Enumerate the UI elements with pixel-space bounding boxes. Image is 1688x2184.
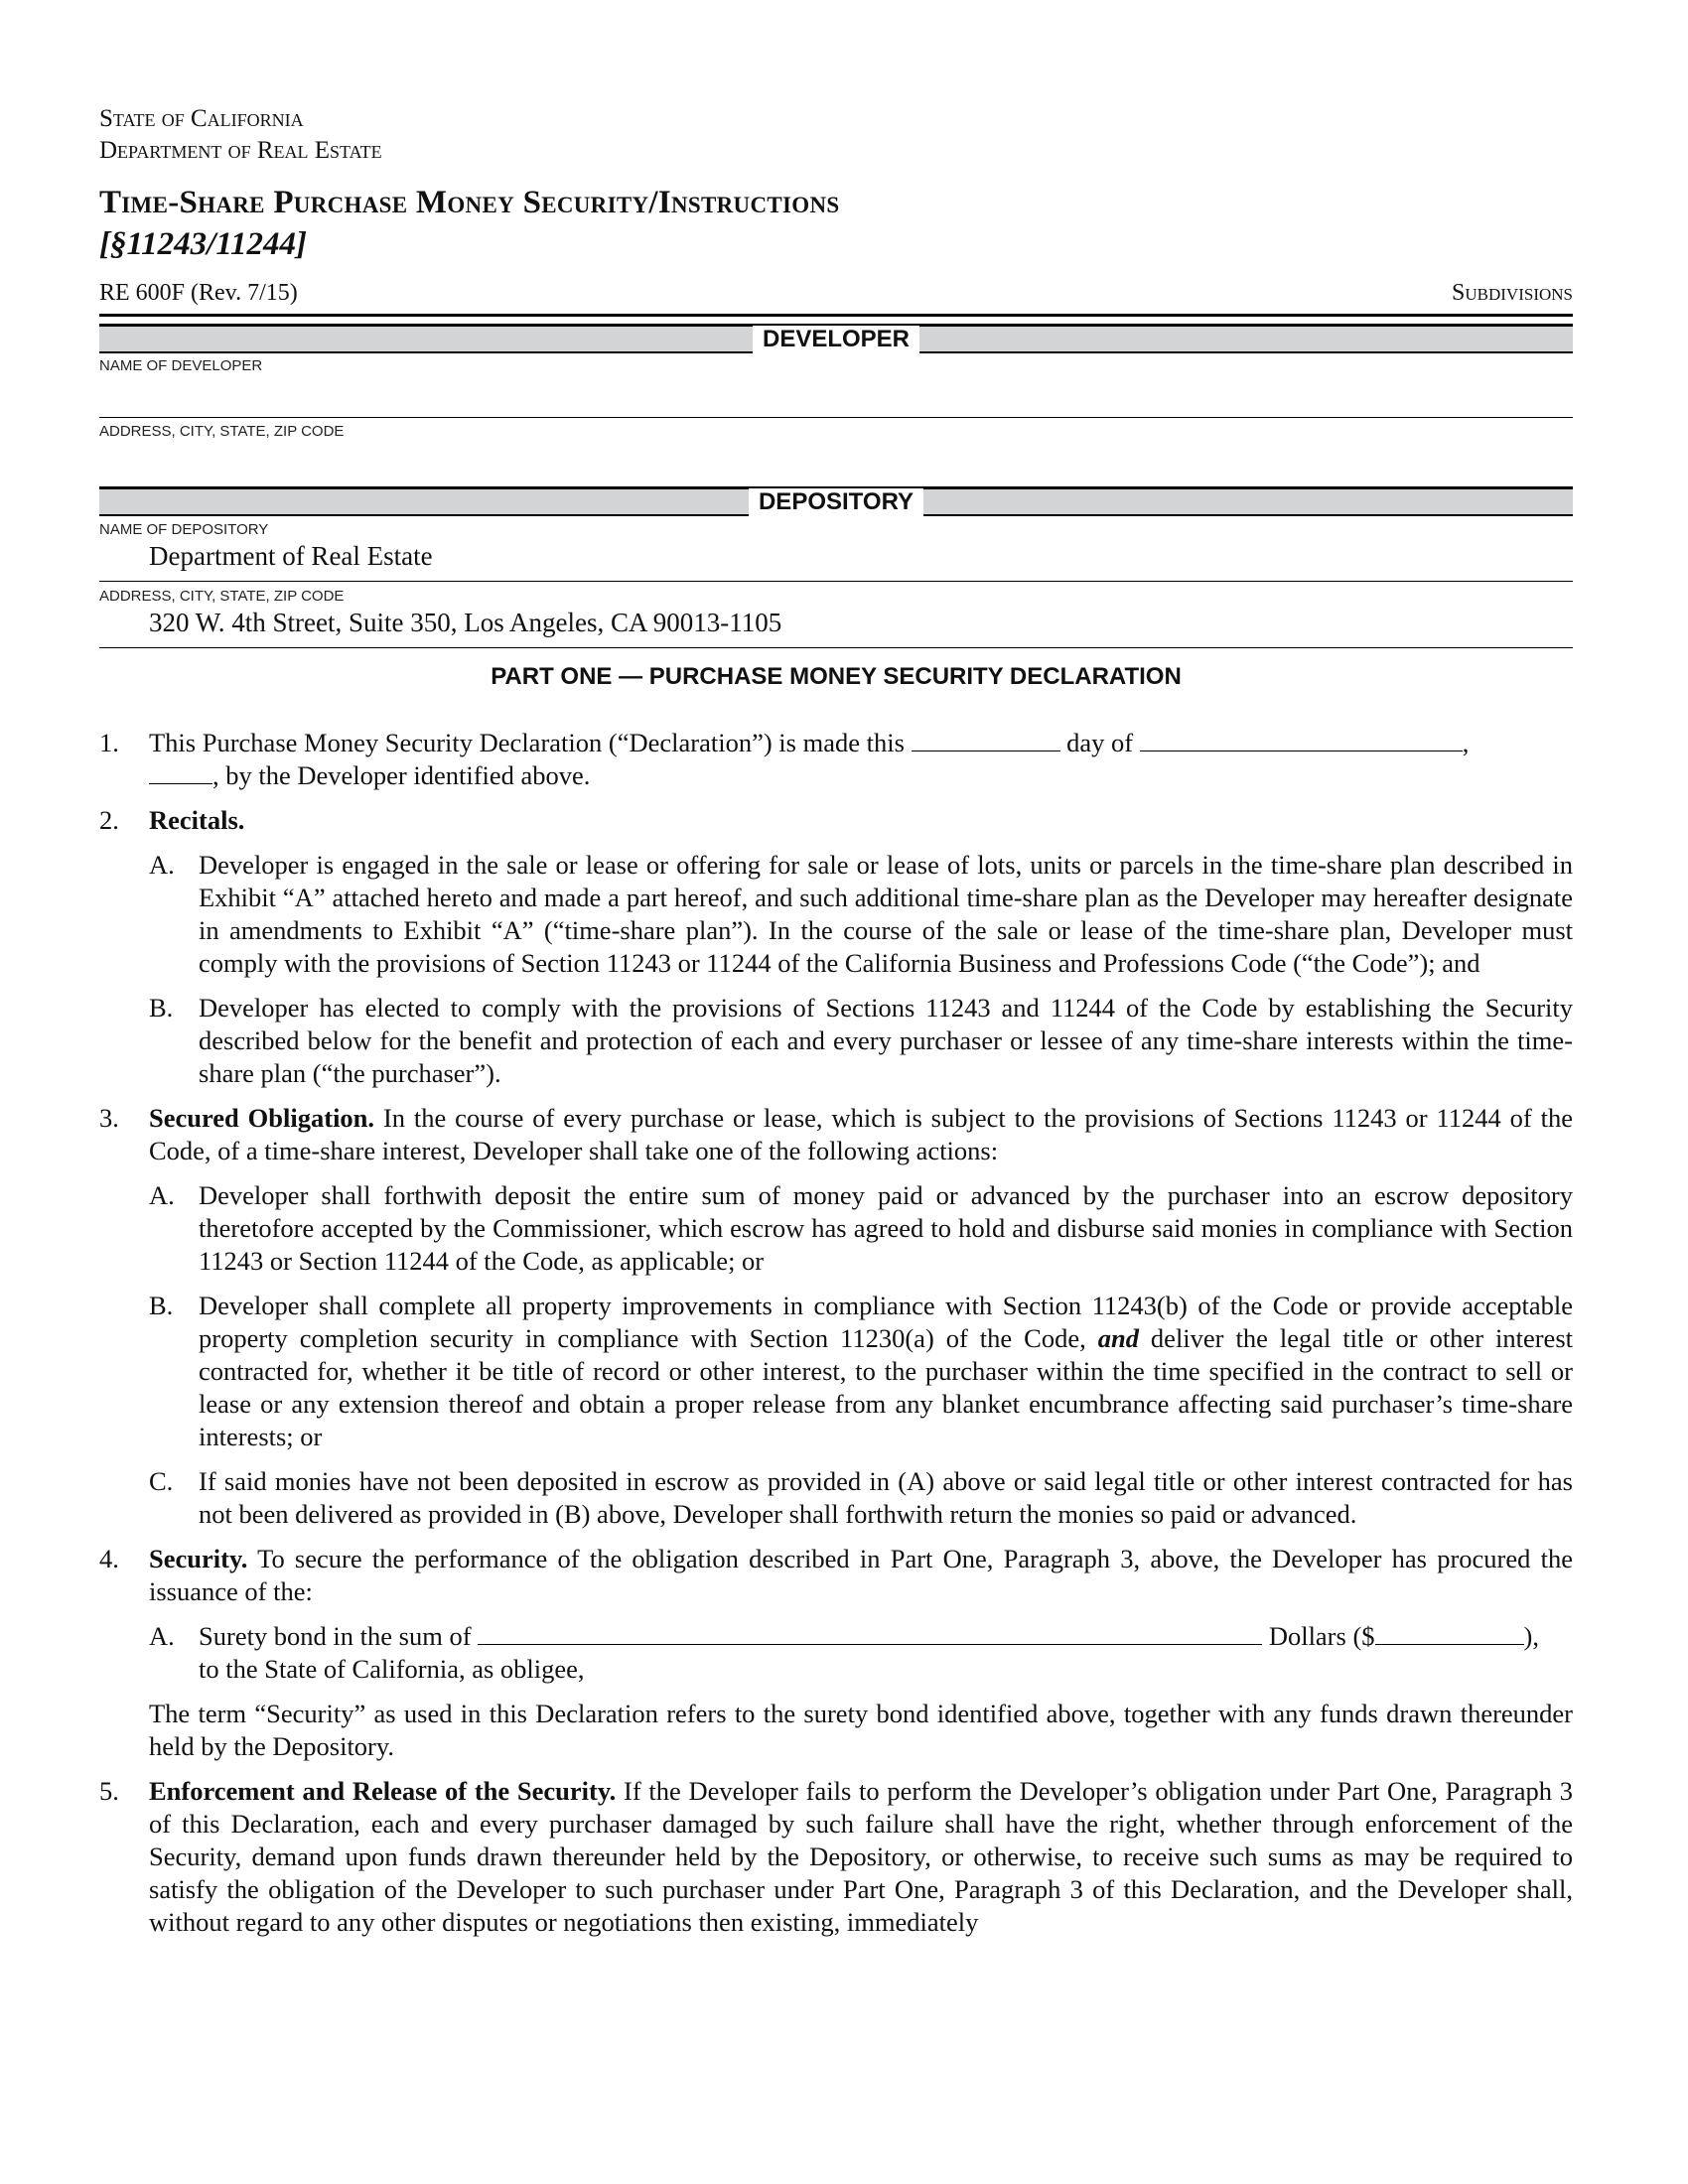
item-text: day of — [1066, 728, 1134, 757]
sub-text: If said monies have not been deposited in escrow as provided in (A) above or said legal title or other interest contracted for has not been delivered as provided in (B) above, Developer shall forthwith return the monies so paid or advanced. — [199, 1466, 1573, 1529]
sub-text: Dollars ($ — [1268, 1621, 1375, 1651]
item-text: To secure the performance of the obligation described in Part One, Paragraph 3, above, the Developer has procured the issuance of the: — [149, 1544, 1573, 1606]
department-name: Department of Real Estate — [99, 137, 382, 164]
divider — [99, 581, 1573, 582]
agency-header — [99, 103, 382, 167]
item-heading: Recitals. — [149, 805, 245, 835]
item-text: In the course of every purchase or lease, which is subject to the provisions of Sections 11243 or 11244 of the Code, of a time-share interest, Developer shall take one of the following actions: — [149, 1103, 1573, 1165]
developer-heading: DEVELOPER — [753, 326, 919, 353]
sub-number: B. — [149, 1291, 174, 1320]
item-3a — [149, 1179, 1573, 1278]
sub-text: Developer shall forthwith deposit the entire sum of money paid or advanced by the purchaser into an escrow depository theretofore accepted by the Commissioner, which escrow has agreed to hold and disburse said monies in compliance with Section 11243 or Section 11244 of the Code, as applicable; or — [199, 1180, 1573, 1276]
sub-text: Developer has elected to comply with the provisions of Sections 11243 and 11244 of the Code by establishing the Security described below for the benefit and protection of each and every purchaser or lessee of any time-share interests within the time-share plan (“the purchaser”). — [199, 993, 1573, 1088]
item-number: 4. — [99, 1544, 119, 1573]
day-field[interactable] — [912, 727, 1060, 751]
developer-address-label: ADDRESS, CITY, STATE, ZIP CODE — [99, 423, 345, 440]
item-number: 5. — [99, 1776, 119, 1806]
sub-text: Developer is engaged in the sale or lease or offering for sale or lease of lots, units or parcels in the time-share plan described in Exhibit “A” attached hereto and made a part hereof, and such additional time-share plan as the Developer may hereafter designate in amendments to Exhibit “A” (“time-share plan”). In the course of the sale or lease of the time-share plan, Developer must comply with the provisions of Section 11243 or 11244 of the California Business and Professions Code (“the Code”); and — [199, 850, 1573, 978]
bond-amount-field[interactable] — [1375, 1620, 1524, 1645]
item-4a — [149, 1620, 1573, 1686]
year-field[interactable] — [149, 759, 212, 784]
item-2b — [149, 992, 1573, 1090]
item-heading: Enforcement and Release of the Security. — [149, 1776, 617, 1806]
sub-number: B. — [149, 993, 174, 1023]
developer-address-field[interactable] — [149, 443, 1539, 478]
item-3 — [99, 1102, 1573, 1531]
item-text: If the Developer fails to perform the Developer’s obligation under Part One, Paragraph 3 of this Declaration, each and every purchaser damaged by such failure shall have the right, whether through enforcement of the Security, demand upon funds drawn thereunder held by the Depository, or otherwise, to receive such sums as may be required to satisfy the obligation of the Developer to such purchaser under Part One, Paragraph 3 of this Declaration, and the Developer shall, without regard to any other disputes or negotiations then existing, immediately — [149, 1776, 1573, 1937]
sub-number: A. — [149, 1180, 175, 1210]
month-field[interactable] — [1140, 727, 1463, 751]
sub-text: Surety bond in the sum of — [199, 1621, 472, 1651]
state-name: State of California — [99, 105, 304, 132]
depository-name-label: NAME OF DEPOSITORY — [99, 521, 269, 538]
bond-amount-words-field[interactable] — [478, 1620, 1262, 1645]
depository-heading: DEPOSITORY — [749, 488, 923, 516]
item-4 — [99, 1543, 1573, 1763]
developer-name-label: NAME OF DEVELOPER — [99, 357, 263, 374]
divider — [99, 417, 1573, 418]
item-3c — [149, 1465, 1573, 1531]
emphasis-text: and — [1097, 1323, 1139, 1353]
security-definition: The term “Security” as used in this Declaration refers to the surety bond identified above, together with any funds drawn thereunder held by the Depository. — [149, 1699, 1573, 1761]
sub-text: deliver the legal title or other interest contracted for, whether it be title of record or other interest, to the purchaser within the time specified in the contract to sell or lease or any extension thereof and obtain a proper release from any blanket encumbrance affecting said purchaser’s time-share interests; or — [199, 1323, 1573, 1451]
divider — [99, 647, 1573, 648]
depository-address-label: ADDRESS, CITY, STATE, ZIP CODE — [99, 588, 345, 605]
item-1 — [99, 727, 1573, 792]
part-one-heading: PART ONE — PURCHASE MONEY SECURITY DECLARATION — [491, 663, 1182, 690]
item-heading: Security. — [149, 1544, 248, 1573]
item-number: 1. — [99, 728, 119, 757]
form-title: Time-Share Purchase Money Security/Instructions — [99, 185, 840, 220]
code-sections: [§11243/11244] — [99, 226, 308, 262]
item-2 — [99, 804, 1573, 1090]
item-2a — [149, 849, 1573, 980]
developer-section-bar — [99, 324, 1573, 353]
sub-number: A. — [149, 850, 175, 880]
item-text: This Purchase Money Security Declaration (“Declaration”) is made this — [149, 728, 905, 757]
item-text: , — [1462, 728, 1470, 757]
sub-text: to the State of California, as obligee, — [199, 1654, 585, 1684]
sub-number: C. — [149, 1466, 174, 1496]
form-number: RE 600F (Rev. 7/15) — [99, 280, 298, 306]
item-number: 3. — [99, 1103, 119, 1133]
depository-section-bar — [99, 486, 1573, 516]
item-5 — [99, 1775, 1573, 1939]
item-text: , by the Developer identified above. — [212, 760, 591, 790]
form-category: Subdivisions — [1452, 280, 1573, 306]
header-rule — [99, 314, 1573, 317]
declaration-body — [99, 727, 1573, 1951]
sub-number: A. — [149, 1621, 175, 1651]
sub-text: Developer shall complete all property improvements in compliance with Section 11243(b) of the Code or provide acceptable property completion security in compliance with Section 11230(a) of the Code, — [199, 1291, 1573, 1353]
item-heading: Secured Obligation. — [149, 1103, 375, 1133]
item-number: 2. — [99, 805, 119, 835]
depository-address-value: 320 W. 4th Street, Suite 350, Los Angeles, CA 90013-1105 — [149, 608, 782, 637]
developer-name-field[interactable] — [149, 377, 1539, 413]
item-3b — [149, 1290, 1573, 1453]
sub-text: ), — [1523, 1621, 1539, 1651]
depository-name-value: Department of Real Estate — [149, 541, 433, 571]
